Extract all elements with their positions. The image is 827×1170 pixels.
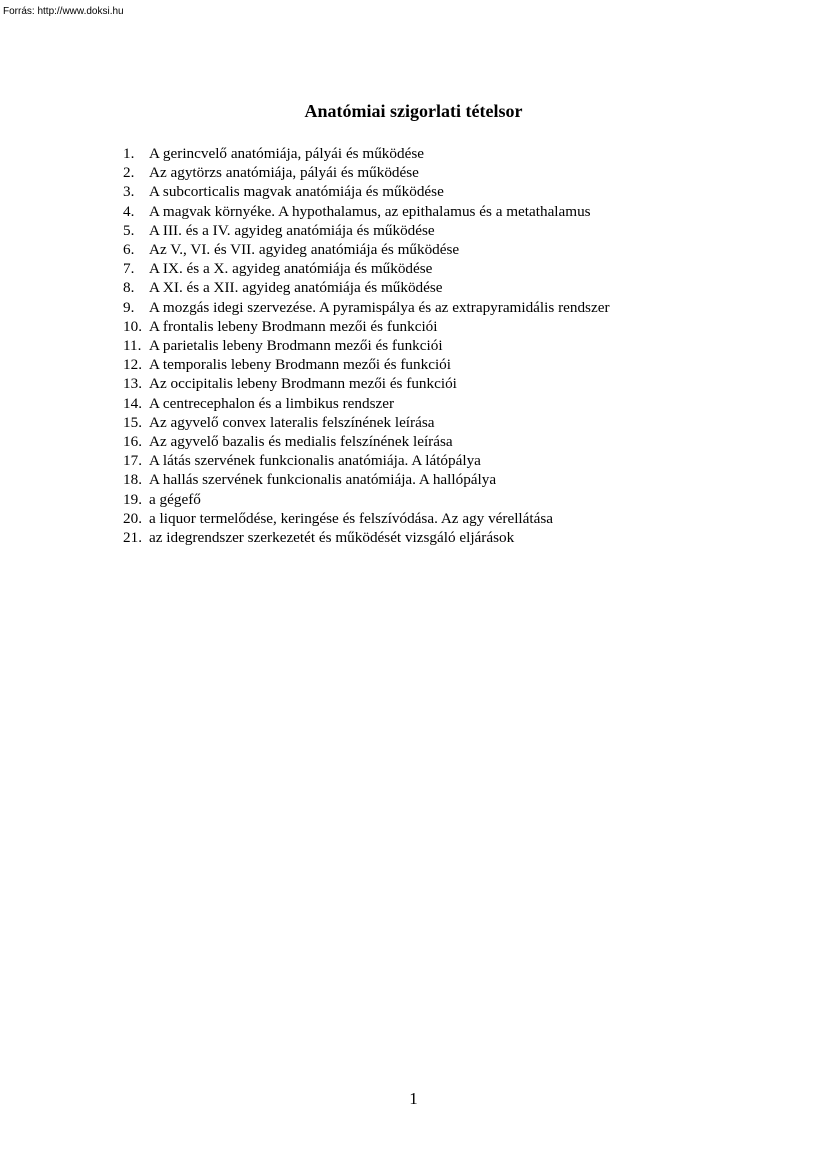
item-text: A III. és a IV. agyideg anatómiája és működése (149, 221, 435, 239)
item-number: 7. (123, 260, 135, 278)
item-text: A parietalis lebeny Brodmann mezői és funkciói (149, 337, 443, 355)
topic-list (123, 144, 610, 547)
item-text: Az agyvelő convex lateralis felszínének leírása (149, 413, 435, 431)
document-title: Anatómiai szigorlati tételsor (304, 101, 523, 121)
item-number: 8. (123, 279, 135, 297)
item-text: A hallás szervének funkcionalis anatómiája. A hallópálya (149, 471, 497, 489)
item-number: 9. (123, 298, 135, 316)
item-text: A gerincvelő anatómiája, pályái és működése (149, 145, 424, 162)
item-text: A IX. és a X. agyideg anatómiája és működése (149, 260, 433, 278)
item-number: 19. (123, 490, 142, 508)
list-item (123, 144, 610, 163)
item-number: 10. (123, 317, 142, 335)
list-item (123, 355, 610, 374)
item-number: 16. (123, 433, 142, 451)
list-item (123, 374, 610, 393)
item-text: A XI. és a XII. agyideg anatómiája és működése (149, 279, 443, 297)
list-item (123, 317, 610, 336)
item-number: 13. (123, 375, 142, 393)
item-number: 12. (123, 356, 142, 374)
item-text: az idegrendszer szerkezetét és működését vizsgáló eljárások (149, 529, 515, 547)
list-item (123, 470, 610, 489)
list-item (123, 528, 610, 547)
item-text: A subcorticalis magvak anatómiája és működése (149, 183, 444, 201)
list-item (123, 182, 610, 201)
list-item (123, 240, 610, 259)
item-number: 20. (123, 509, 142, 527)
list-item (123, 202, 610, 221)
item-text: A látás szervének funkcionalis anatómiája. A látópálya (149, 452, 481, 470)
item-text: A mozgás idegi szervezése. A pyramispálya és az extrapyramidális rendszer (149, 298, 610, 316)
item-text: Az occipitalis lebeny Brodmann mezői és funkciói (149, 375, 457, 393)
list-item (123, 298, 610, 317)
item-number: 14. (123, 394, 142, 412)
item-text: a liquor termelődése, keringése és felszívódása. Az agy vérellátása (149, 509, 553, 527)
list-item (123, 413, 610, 432)
item-number: 6. (123, 241, 135, 259)
page-number: 1 (409, 1089, 418, 1108)
list-item (123, 394, 610, 413)
item-text: Az agytörzs anatómiája, pályái és működése (149, 164, 419, 182)
item-number: 11. (123, 337, 142, 355)
item-text: A temporalis lebeny Brodmann mezői és funkciói (149, 356, 451, 374)
list-item (123, 163, 610, 182)
list-item (123, 336, 610, 355)
list-item (123, 490, 610, 509)
list-item (123, 509, 610, 528)
item-number: 4. (123, 202, 135, 220)
item-number: 17. (123, 452, 142, 470)
list-item (123, 221, 610, 240)
item-number: 2. (123, 164, 135, 182)
list-item (123, 451, 610, 470)
source-note: Forrás: http://www.doksi.hu (3, 6, 124, 17)
list-item (123, 259, 610, 278)
list-item (123, 278, 610, 297)
item-text: A centrecephalon és a limbikus rendszer (149, 394, 395, 412)
item-text: Az agyvelő bazalis és medialis felszínének leírása (149, 433, 453, 451)
item-text: a gégefő (149, 490, 201, 508)
item-text: A frontalis lebeny Brodmann mezői és funkciói (149, 317, 438, 335)
item-text: A magvak környéke. A hypothalamus, az epithalamus és a metathalamus (149, 202, 591, 220)
item-number: 1. (123, 145, 135, 162)
item-number: 21. (123, 529, 142, 547)
item-text: Az V., VI. és VII. agyideg anatómiája és működése (149, 241, 460, 259)
item-number: 5. (123, 221, 135, 239)
list-item (123, 432, 610, 451)
item-number: 3. (123, 183, 135, 201)
item-number: 15. (123, 413, 142, 431)
item-number: 18. (123, 471, 142, 489)
